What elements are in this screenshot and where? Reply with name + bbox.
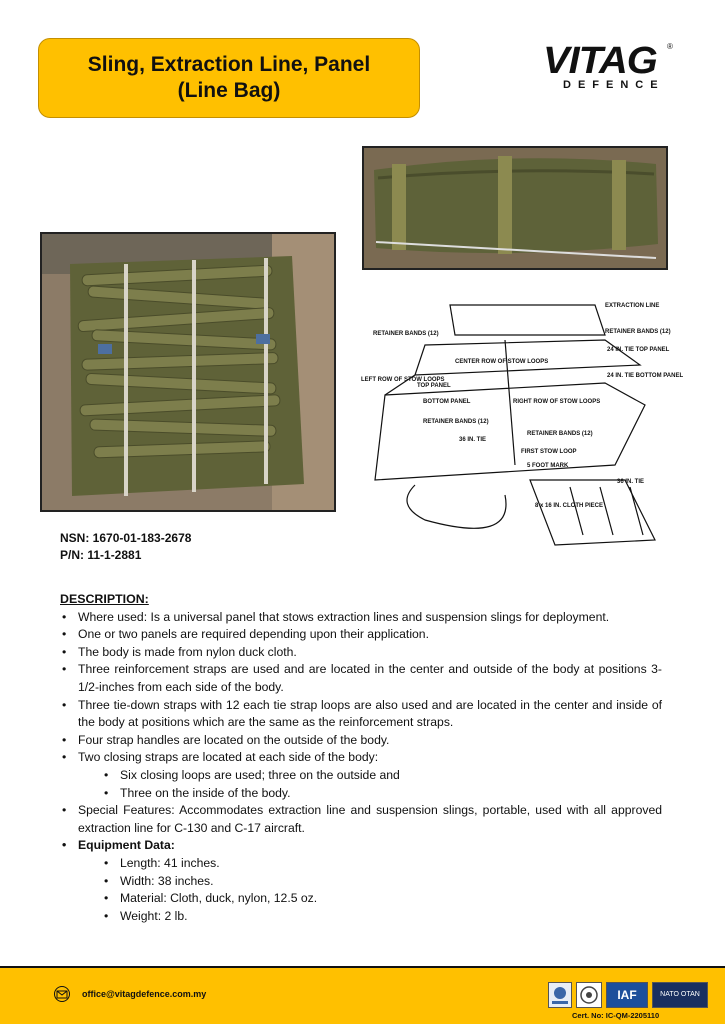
label-first-stow: FIRST STOW LOOP — [521, 449, 577, 455]
part-identifiers — [60, 530, 191, 564]
description-item: • Where used: Is a universal panel that stows extraction lines and suspension slings for deployment. — [60, 609, 662, 627]
special-features: • Special Features: Accommodates extraction line and suspension slings, portable, used with all approved extraction line for C-130 and C-17 aircraft. — [60, 802, 662, 837]
certificate-number: Cert. No: IC-QM-2205110 — [572, 1011, 660, 1020]
description-item: • Two closing straps are located at each side of the body: — [60, 749, 662, 767]
certification-badges — [548, 982, 708, 1008]
label-tie-bottom: 24 IN. TIE BOTTOM PANEL — [607, 373, 684, 379]
description-section — [60, 591, 662, 925]
nsn-number: NSN: 1670-01-183-2678 — [60, 531, 192, 545]
logo-wordmark: VITAG — [543, 40, 657, 82]
iaf-label: IAF — [617, 988, 637, 1002]
description-list — [60, 609, 662, 926]
equipment-material: • Material: Cloth, duck, nylon, 12.5 oz. — [60, 890, 662, 908]
iaf-badge — [606, 982, 648, 1008]
label-tie-top: 24 IN. TIE TOP PANEL — [607, 347, 670, 353]
logo-registered-mark: ® — [667, 42, 673, 51]
label-left-row: LEFT ROW OF STOW LOOPS — [361, 377, 445, 383]
description-item: • Three tie-down straps with 12 each tie strap loops are also used and are located in the center and inside of the body at positions which are the same as the reinforcement straps. — [60, 697, 662, 732]
equipment-length: • Length: 41 inches. — [60, 855, 662, 873]
equipment-width: • Width: 38 inches. — [60, 873, 662, 891]
logo-subtitle: DEFENCE — [563, 79, 665, 91]
equipment-weight: • Weight: 2 lb. — [60, 908, 662, 926]
contact-email-link[interactable]: office@vitagdefence.com.my — [82, 989, 207, 999]
equipment-data-heading: • Equipment Data: — [60, 837, 662, 855]
label-extraction-line: EXTRACTION LINE — [605, 303, 660, 309]
sirim-badge — [548, 982, 572, 1008]
line-bag-rolled-photo — [362, 146, 668, 270]
label-tie-36b: 36 IN. TIE — [617, 479, 645, 485]
description-item: • Four strap handles are located on the outside of the body. — [60, 732, 662, 750]
label-tie-36: 36 IN. TIE — [459, 437, 487, 443]
label-retainer-bands-left: RETAINER BANDS (12) — [373, 331, 439, 337]
description-heading: DESCRIPTION: — [60, 592, 149, 606]
part-number: P/N: 11-1-2881 — [60, 548, 142, 562]
nato-label: NATO OTAN — [660, 991, 700, 998]
page-title-line-1: Sling, Extraction Line, Panel — [87, 53, 371, 76]
title-banner — [38, 38, 420, 118]
closing-subitem: • Three on the inside of the body. — [60, 785, 662, 803]
label-retainer-bands-low2: RETAINER BANDS (12) — [527, 431, 593, 437]
vitag-logo — [543, 42, 673, 92]
label-bottom-panel: BOTTOM PANEL — [423, 399, 471, 405]
label-five-foot: 5 FOOT MARK — [527, 463, 569, 469]
label-cloth-piece: 8 x 16 IN. CLOTH PIECE — [535, 503, 604, 509]
label-center-row: CENTER ROW OF STOW LOOPS — [455, 359, 549, 365]
label-right-row: RIGHT ROW OF STOW LOOPS — [513, 399, 601, 405]
description-item: • One or two panels are required depending upon their application. — [60, 626, 662, 644]
mail-icon — [53, 986, 71, 1002]
label-retainer-bands-right: RETAINER BANDS (12) — [605, 329, 671, 335]
panel-open-photo — [40, 232, 336, 512]
closing-subitem: • Six closing loops are used; three on the outside and — [60, 767, 662, 785]
description-item: • The body is made from nylon duck cloth. — [60, 644, 662, 662]
page-title-line-2: (Line Bag) — [177, 79, 281, 102]
nato-badge — [652, 982, 708, 1008]
line-bag-diagram — [355, 295, 684, 565]
description-item: • Three reinforcement straps are used and are located in the center and outside of the body at positions 3-1/2-inches from each side of the body. — [60, 661, 662, 696]
label-retainer-bands-low: RETAINER BANDS (12) — [423, 419, 489, 425]
label-top-panel: TOP PANEL — [417, 383, 451, 389]
certification-seal-badge — [576, 982, 602, 1008]
